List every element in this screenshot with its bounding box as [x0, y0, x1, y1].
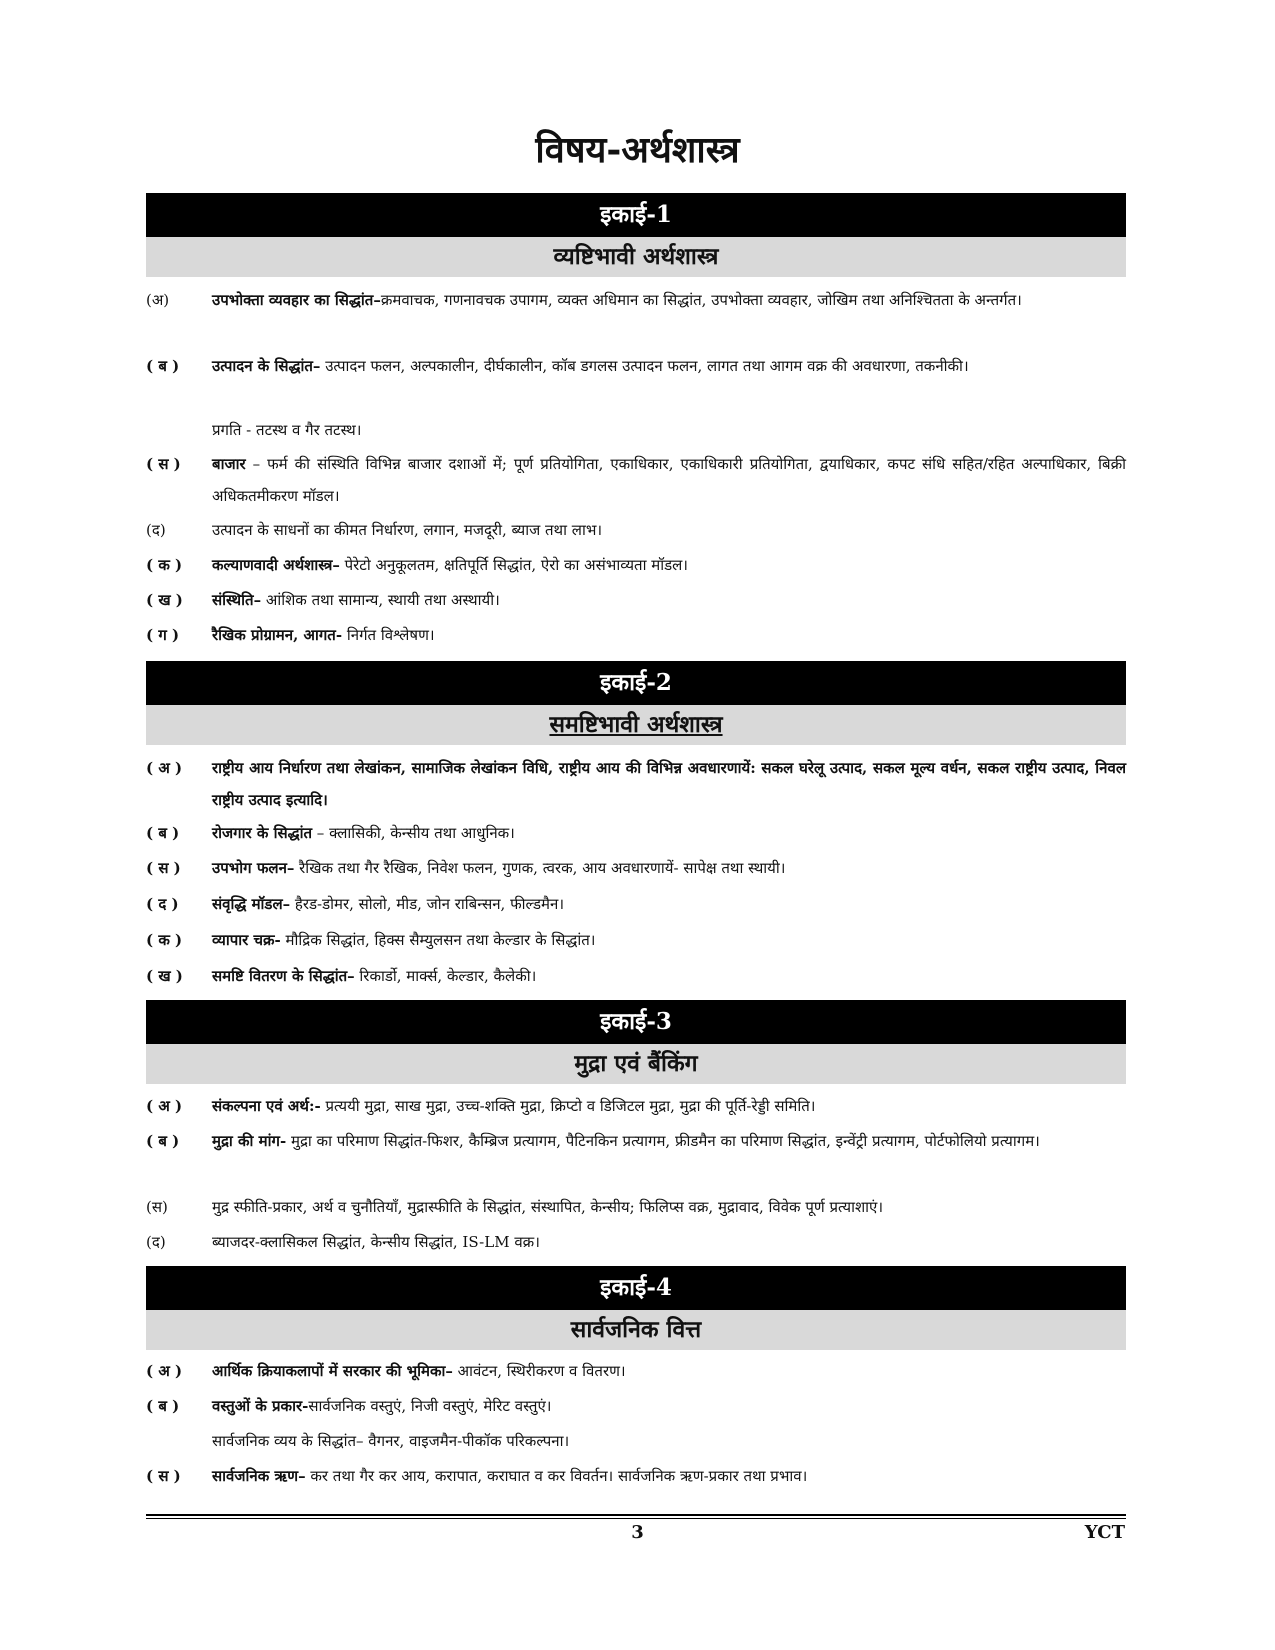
- unit-4-header: [146, 1266, 1126, 1350]
- list-item: (द) ब्याजदर-क्लासिकल सिद्धांत, केन्सीय सिद्धांत, IS-LM वक्र।: [146, 1233, 540, 1251]
- page-title: विषय-अर्थशास्त्र: [535, 129, 740, 171]
- unit-heading: इकाई-3: [146, 1000, 1126, 1044]
- list-item: ( स ) बाजार – फर्म की संस्थिति विभिन्न बाजार दशाओं में; पूर्ण प्रतियोगिता, एकाधिकार, एकाधिकारी प्रतियोगिता, द्वयाधिकार, कपट संधि सहित/रहित अल्पाधिकार, बिक्री अधिकतमीकरण मॉडल।: [146, 455, 1126, 505]
- list-item: ( ब ) उत्पादन के सिद्धांत– उत्पादन फलन, अल्पकालीन, दीर्घकालीन, कॉब डगलस उत्पादन फलन, लागत तथा आगम वक्र की अवधारणा, तकनीकी।: [146, 357, 969, 375]
- list-item: (अ) उपभोक्ता व्यवहार का सिद्धांत–क्रमवाचक, गणनावचक उपागम, व्यक्त अधिमान का सिद्धांत, उपभोक्ता व्यवहार, जोखिम तथा अनिश्चितता के अन्तर्गत।: [146, 291, 1022, 309]
- unit-2-header: [146, 661, 1126, 745]
- list-item: ( ग ) रैखिक प्रोग्रामन, आगत- निर्गत विश्लेषण।: [146, 626, 435, 644]
- unit-subtitle: मुद्रा एवं बैंकिंग: [146, 1044, 1126, 1084]
- list-item: ( क ) कल्याणवादी अर्थशास्त्र– पेरेटो अनुकूलतम, क्षतिपूर्ति सिद्धांत, ऐरो का असंभाव्यता मॉडल।: [146, 556, 688, 574]
- unit-3-header: [146, 1000, 1126, 1084]
- list-item: प्रगति - तटस्थ व गैर तटस्थ।: [212, 421, 362, 439]
- unit-heading: इकाई-4: [146, 1266, 1126, 1310]
- list-item: ( स ) उपभोग फलन– रैखिक तथा गैर रैखिक, निवेश फलन, गुणक, त्वरक, आय अवधारणायें- सापेक्ष तथा स्थायी।: [146, 859, 786, 877]
- list-item: ( ख ) समष्टि वितरण के सिद्धांत– रिकार्डो, मार्क्स, केल्डार, कैलेकी।: [146, 967, 537, 985]
- list-item: ( अ ) संकल्पना एवं अर्थ:- प्रत्ययी मुद्रा, साख मुद्रा, उच्च-शक्ति मुद्रा, क्रिप्टो व डिजिटल मुद्रा, मुद्रा की पूर्ति-रेड्डी समिति।: [146, 1097, 816, 1115]
- footer-divider: [146, 1514, 1126, 1516]
- list-item: ( ब ) रोजगार के सिद्धांत – क्लासिकी, केन्सीय तथा आधुनिक।: [146, 824, 515, 842]
- list-item: ( स ) सार्वजनिक ऋण– कर तथा गैर कर आय, करापात, कराघात व कर विवर्तन। सार्वजनिक ऋण-प्रकार तथा प्रभाव।: [146, 1467, 808, 1485]
- page-number: 3: [631, 1522, 644, 1543]
- list-item: ( ख ) संस्थिति– आंशिक तथा सामान्य, स्थायी तथा अस्थायी।: [146, 591, 500, 609]
- list-item: ( अ ) आर्थिक क्रियाकलापों में सरकार की भूमिका– आवंटन, स्थिरीकरण व वितरण।: [146, 1362, 626, 1380]
- unit-heading: इकाई-2: [146, 661, 1126, 705]
- list-item: (द) उत्पादन के साधनों का कीमत निर्धारण, लगान, मजदूरी, ब्याज तथा लाभ।: [146, 521, 603, 539]
- unit-1-header: [146, 193, 1126, 277]
- footer-divider: [146, 1518, 1126, 1519]
- list-item: ( ब ) वस्तुओं के प्रकार-सार्वजनिक वस्तुएं, निजी वस्तुएं, मेरिट वस्तुएं।: [146, 1397, 552, 1415]
- list-item: ( क ) व्यापार चक्र- मौद्रिक सिद्धांत, हिक्स सैम्युलसन तथा केल्डार के सिद्धांत।: [146, 931, 596, 949]
- list-item: (स) मुद्र स्फीति-प्रकार, अर्थ व चुनौतियाँ, मुद्रास्फीति के सिद्धांत, संस्थापित, केन्सीय; फिलिप्स वक्र, मुद्रावाद, विवेक पूर्ण प्रत्याशाएं।: [146, 1198, 884, 1216]
- unit-heading: इकाई-1: [146, 193, 1126, 237]
- unit-subtitle: व्यष्टिभावी अर्थशास्त्र: [146, 237, 1126, 277]
- list-item: ( ब ) मुद्रा की मांग- मुद्रा का परिमाण सिद्धांत-फिशर, कैम्ब्रिज प्रत्यागम, पैटिनकिन प्रत्यागम, फ्रीडमैन का परिमाण सिद्धांत, इन्वेंट्री प्रत्यागम, पोर्टफोलियो प्रत्यागम।: [146, 1132, 1040, 1150]
- list-item: ( द ) संवृद्धि मॉडल– हैरड-डोमर, सोलो, मीड, जोन राबिन्सन, फील्डमैन।: [146, 895, 565, 913]
- unit-subtitle: सार्वजनिक वित्त: [146, 1310, 1126, 1350]
- list-item: ( अ ) राष्ट्रीय आय निर्धारण तथा लेखांकन, सामाजिक लेखांकन विधि, राष्ट्रीय आय की विभिन्न अवधारणायें: सकल घरेलू उत्पाद, सकल मूल्य वर्धन, सकल राष्ट्रीय उत्पाद, निवल राष्ट्रीय उत्पाद इत्यादि।: [146, 759, 1126, 809]
- unit-subtitle: समष्टिभावी अर्थशास्त्र: [146, 705, 1126, 745]
- list-item: सार्वजनिक व्यय के सिद्धांत– वैगनर, वाइजमैन-पीकॉक परिकल्पना।: [212, 1432, 570, 1450]
- publisher-brand: YCT: [1084, 1522, 1125, 1543]
